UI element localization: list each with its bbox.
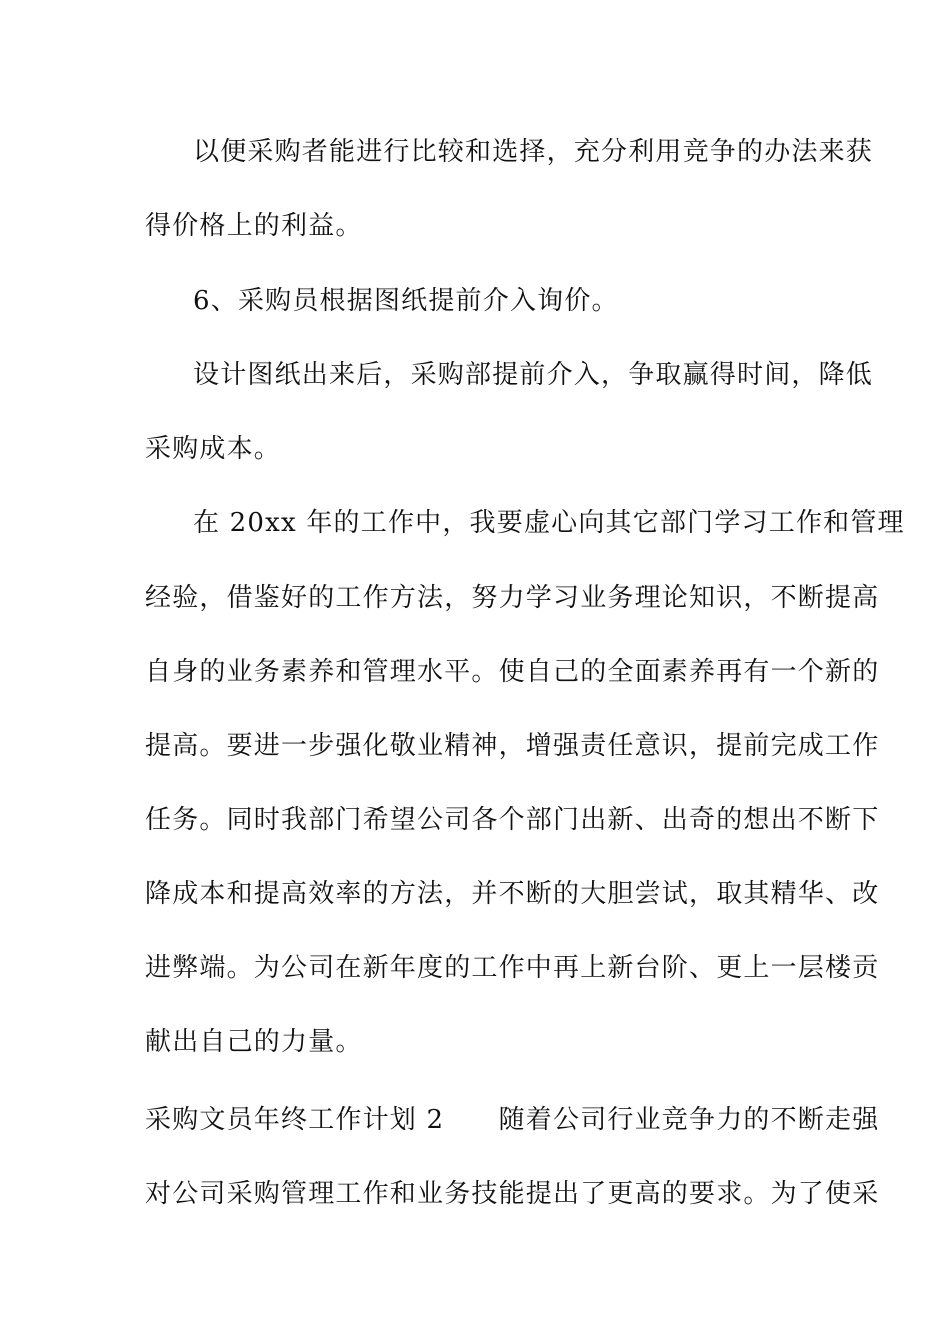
section-heading-line: 采购文员年终工作计划 2 随着公司行业竞争力的不断走强 bbox=[145, 1105, 880, 1135]
paragraph-line: 降成本和提高效率的方法，并不断的大胆尝试，取其精华、改 bbox=[145, 879, 880, 909]
paragraph-line: 6、采购员根据图纸提前介入询价。 bbox=[193, 286, 619, 316]
paragraph-line: 设计图纸出来后，采购部提前介入，争取赢得时间，降低 bbox=[193, 360, 874, 390]
paragraph-line: 提高。要进一步强化敬业精神，增强责任意识，提前完成工作 bbox=[145, 731, 880, 761]
paragraph-line: 经验，借鉴好的工作方法，努力学习业务理论知识，不断提高 bbox=[145, 583, 880, 613]
paragraph-line: 采购成本。 bbox=[145, 434, 282, 464]
paragraph-line: 自身的业务素养和管理水平。使自己的全面素养再有一个新的 bbox=[145, 657, 880, 687]
paragraph-line: 以便采购者能进行比较和选择，充分利用竞争的办法来获 bbox=[193, 137, 874, 167]
paragraph-line: 在 20xx 年的工作中，我要虚心向其它部门学习工作和管理 bbox=[193, 508, 905, 538]
paragraph-line: 任务。同时我部门希望公司各个部门出新、出奇的想出不断下 bbox=[145, 805, 880, 835]
paragraph-line: 进弊端。为公司在新年度的工作中再上新台阶、更上一层楼贡 bbox=[145, 953, 880, 983]
paragraph-line: 献出自己的力量。 bbox=[145, 1027, 363, 1057]
paragraph-line: 得价格上的利益。 bbox=[145, 211, 363, 241]
paragraph-line: 对公司采购管理工作和业务技能提出了更高的要求。为了使采 bbox=[145, 1179, 880, 1209]
